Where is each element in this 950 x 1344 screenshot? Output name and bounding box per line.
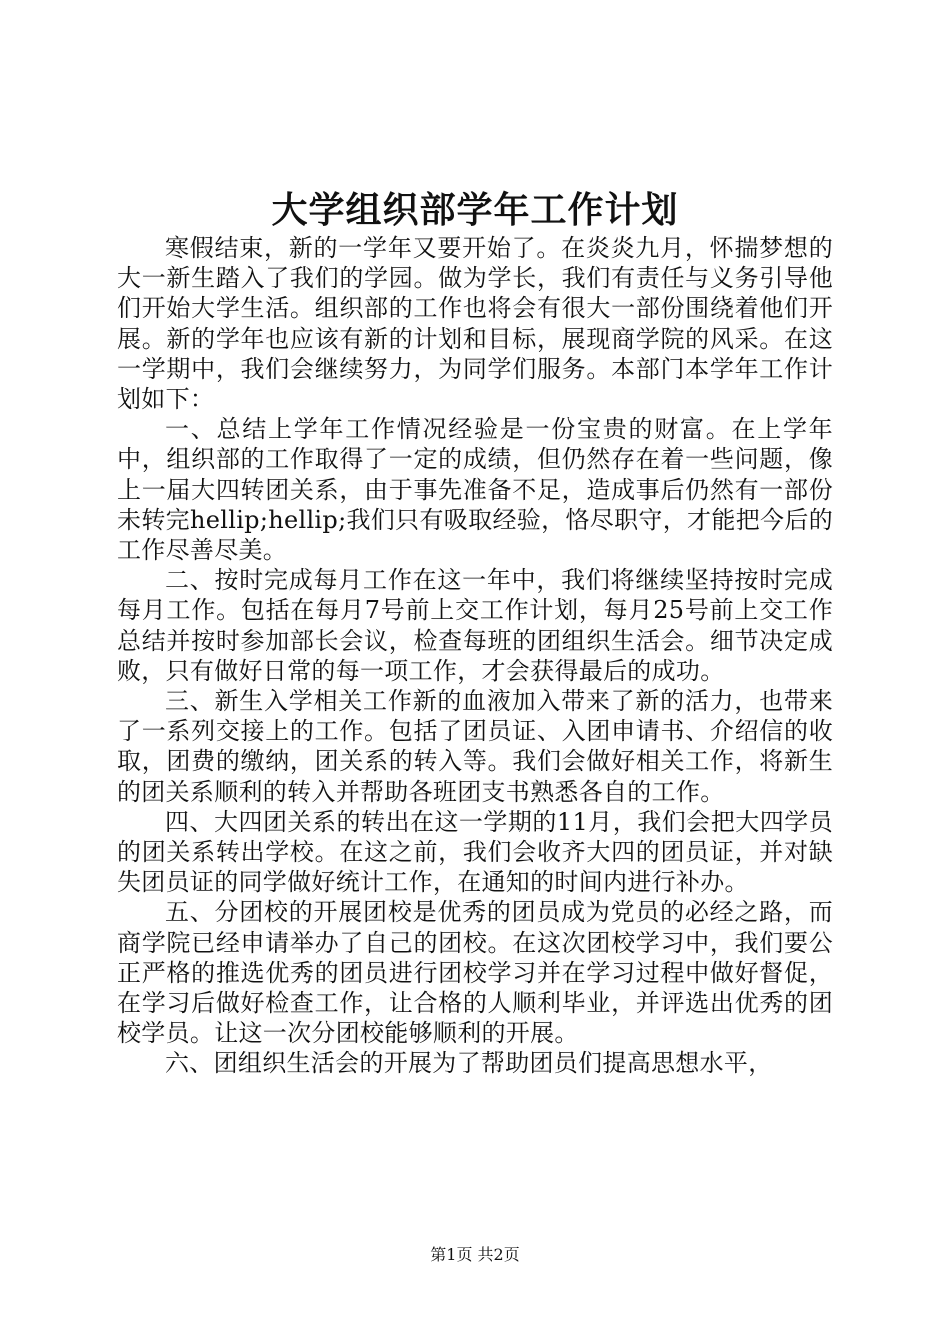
paragraph-intro: 寒假结束，新的一学年又要开始了。在炎炎九月，怀揣梦想的大一新生踏入了我们的学园。做为学长，我们有责任与义务引导他们开始大学生活。组织部的工作也将会有很大一部份围绕着他们开展。新的学年也应该有新的计划和目标，展现商学院的风采。在这一学期中，我们会继续努力，为同学们服务。本部门本学年工作计划如下：: [117, 234, 833, 414]
paragraph-section-5: 五、分团校的开展团校是优秀的团员成为党员的必经之路，而商学院已经申请举办了自己的团校。在这次团校学习中，我们要公正严格的推选优秀的团员进行团校学习并在学习过程中做好督促，在学习后做好检查工作，让合格的人顺利毕业，并评选出优秀的团校学员。让这一次分团校能够顺利的开展。: [117, 898, 833, 1048]
paragraph-section-6: 六、团组织生活会的开展为了帮助团员们提高思想水平，: [165, 1049, 773, 1078]
document-body: [117, 233, 833, 1079]
paragraph-section-2: 二、按时完成每月工作在这一年中，我们将继续坚持按时完成每月工作。包括在每月7号前上交工作计划，每月25号前上交工作总结并按时参加部长会议，检查每班的团组织生活会。细节决定成败，只有做好日常的每一项工作，才会获得最后的成功。: [117, 566, 833, 685]
paragraph-section-4: 四、大四团关系的转出在这一学期的11月，我们会把大四学员的团关系转出学校。在这之前，我们会收齐大四的团员证，并对缺失团员证的同学做好统计工作，在通知的时间内进行补办。: [117, 807, 833, 897]
paragraph-section-1: 一、总结上学年工作情况经验是一份宝贵的财富。在上学年中，组织部的工作取得了一定的成绩，但仍然存在着一些问题，像上一届大四转团关系，由于事先准备不足，造成事后仍然有一部份未转完hellip;hellip;我们只有吸取经验，恪尽职守，才能把今后的工作尽善尽美。: [117, 415, 833, 565]
paragraph-section-3: 三、新生入学相关工作新的血液加入带来了新的活力，也带来了一系列交接上的工作。包括了团员证、入团申请书、介绍信的收取，团费的缴纳，团关系的转入等。我们会做好相关工作，将新生的团关系顺利的转入并帮助各班团支书熟悉各自的工作。: [117, 687, 833, 806]
page-number-footer: 第1页 共2页: [430, 1245, 520, 1264]
document-title: 大学组织部学年工作计划: [271, 189, 679, 231]
